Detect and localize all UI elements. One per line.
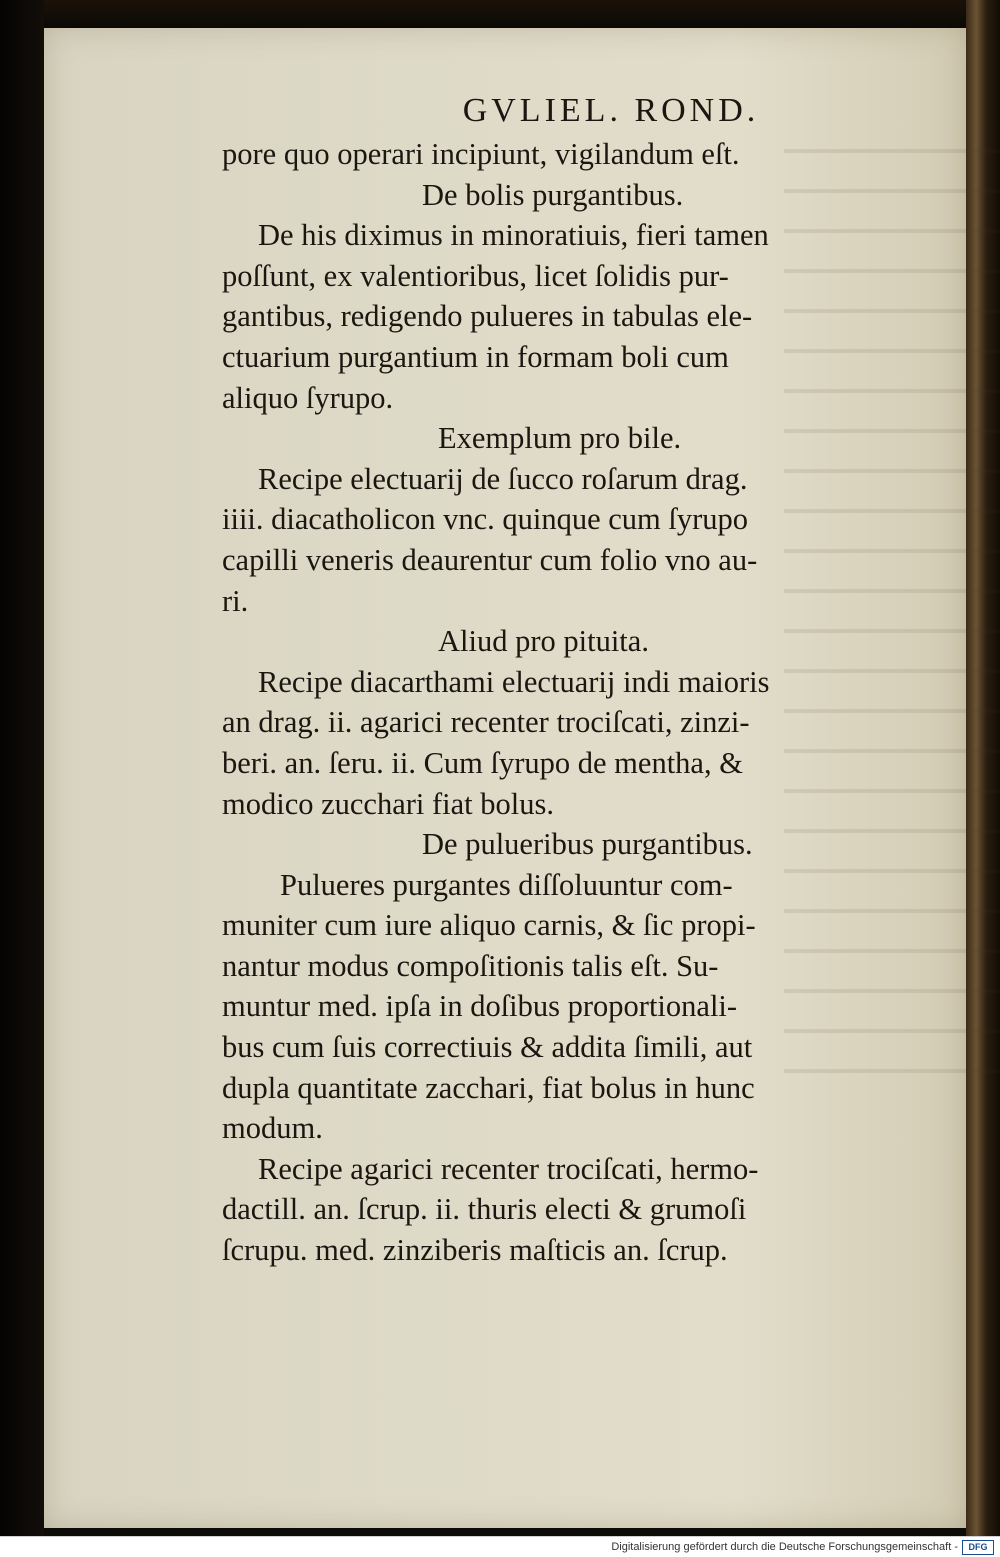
text-line: De his diximus in minoratiuis, fieri tamen xyxy=(258,218,769,253)
text-line: modico zucchari fiat bolus. xyxy=(222,786,555,821)
text-line: Recipe electuarij de ſucco roſarum drag. xyxy=(258,461,748,496)
text-line: dactill. an. ſcrup. ii. thuris electi & grumoſi xyxy=(222,1192,747,1227)
footer-bar xyxy=(0,1536,1000,1557)
text-line: ctuarium purgantium in formam boli cum xyxy=(222,339,729,374)
text-line: capilli veneris deaurentur cum folio vno au- xyxy=(222,542,758,577)
section-heading: Aliud pro pituita. xyxy=(438,624,649,659)
text-line: ri. xyxy=(222,583,249,618)
text-line: pore quo operari incipiunt, vigilandum eſt. xyxy=(222,137,740,171)
text-line: beri. an. ſeru. ii. Cum ſyrupo de mentha, & xyxy=(222,745,743,780)
text-line: Recipe agarici recenter trociſcati, hermo- xyxy=(258,1151,759,1186)
text-line: Recipe diacarthami electuarij indi maioris xyxy=(258,664,770,699)
book-spine-edge xyxy=(966,0,1000,1556)
text-line: poſſunt, ex valentioribus, licet ſolidis pur- xyxy=(222,258,729,293)
text-line: Pulueres purgantes diſſoluuntur com- xyxy=(280,867,733,902)
text-lines xyxy=(222,134,910,1271)
scan-top-edge xyxy=(0,0,1000,28)
page-text xyxy=(222,92,910,1271)
text-line: dupla quantitate zacchari, fiat bolus in hunc xyxy=(222,1070,755,1105)
section-heading: De bolis purgantibus. xyxy=(422,177,684,212)
section-heading: De pulueribus purgantibus. xyxy=(422,827,753,862)
text-line: gantibus, redigendo pulueres in tabulas ele- xyxy=(222,299,753,334)
running-header: GVLIEL. ROND. xyxy=(462,92,760,129)
text-line: iiii. diacatholicon vnc. quinque cum ſyrupo xyxy=(222,502,749,537)
text-line: muniter cum iure aliquo carnis, & ſic propi- xyxy=(222,908,756,943)
text-line: bus cum ſuis correctiuis & addita ſimili, aut xyxy=(222,1030,753,1065)
text-line: ſcrupu. med. zinziberis maſticis an. ſcrup. xyxy=(222,1233,728,1268)
scan-left-edge xyxy=(0,0,44,1556)
text-line: aliquo ſyrupo. xyxy=(222,380,394,415)
footer-credit: Digitalisierung gefördert durch die Deutsche Forschungsgemeinschaft - xyxy=(611,1541,958,1553)
section-heading: Exemplum pro bile. xyxy=(438,421,682,456)
text-line: muntur med. ipſa in doſibus proportionali- xyxy=(222,989,738,1024)
dfg-logo: DFG xyxy=(962,1540,994,1555)
text-line: an drag. ii. agarici recenter trociſcati, zinzi- xyxy=(222,705,750,740)
text-line: modum. xyxy=(222,1111,323,1146)
text-line: nantur modus compoſitionis talis eſt. Su- xyxy=(222,948,719,983)
